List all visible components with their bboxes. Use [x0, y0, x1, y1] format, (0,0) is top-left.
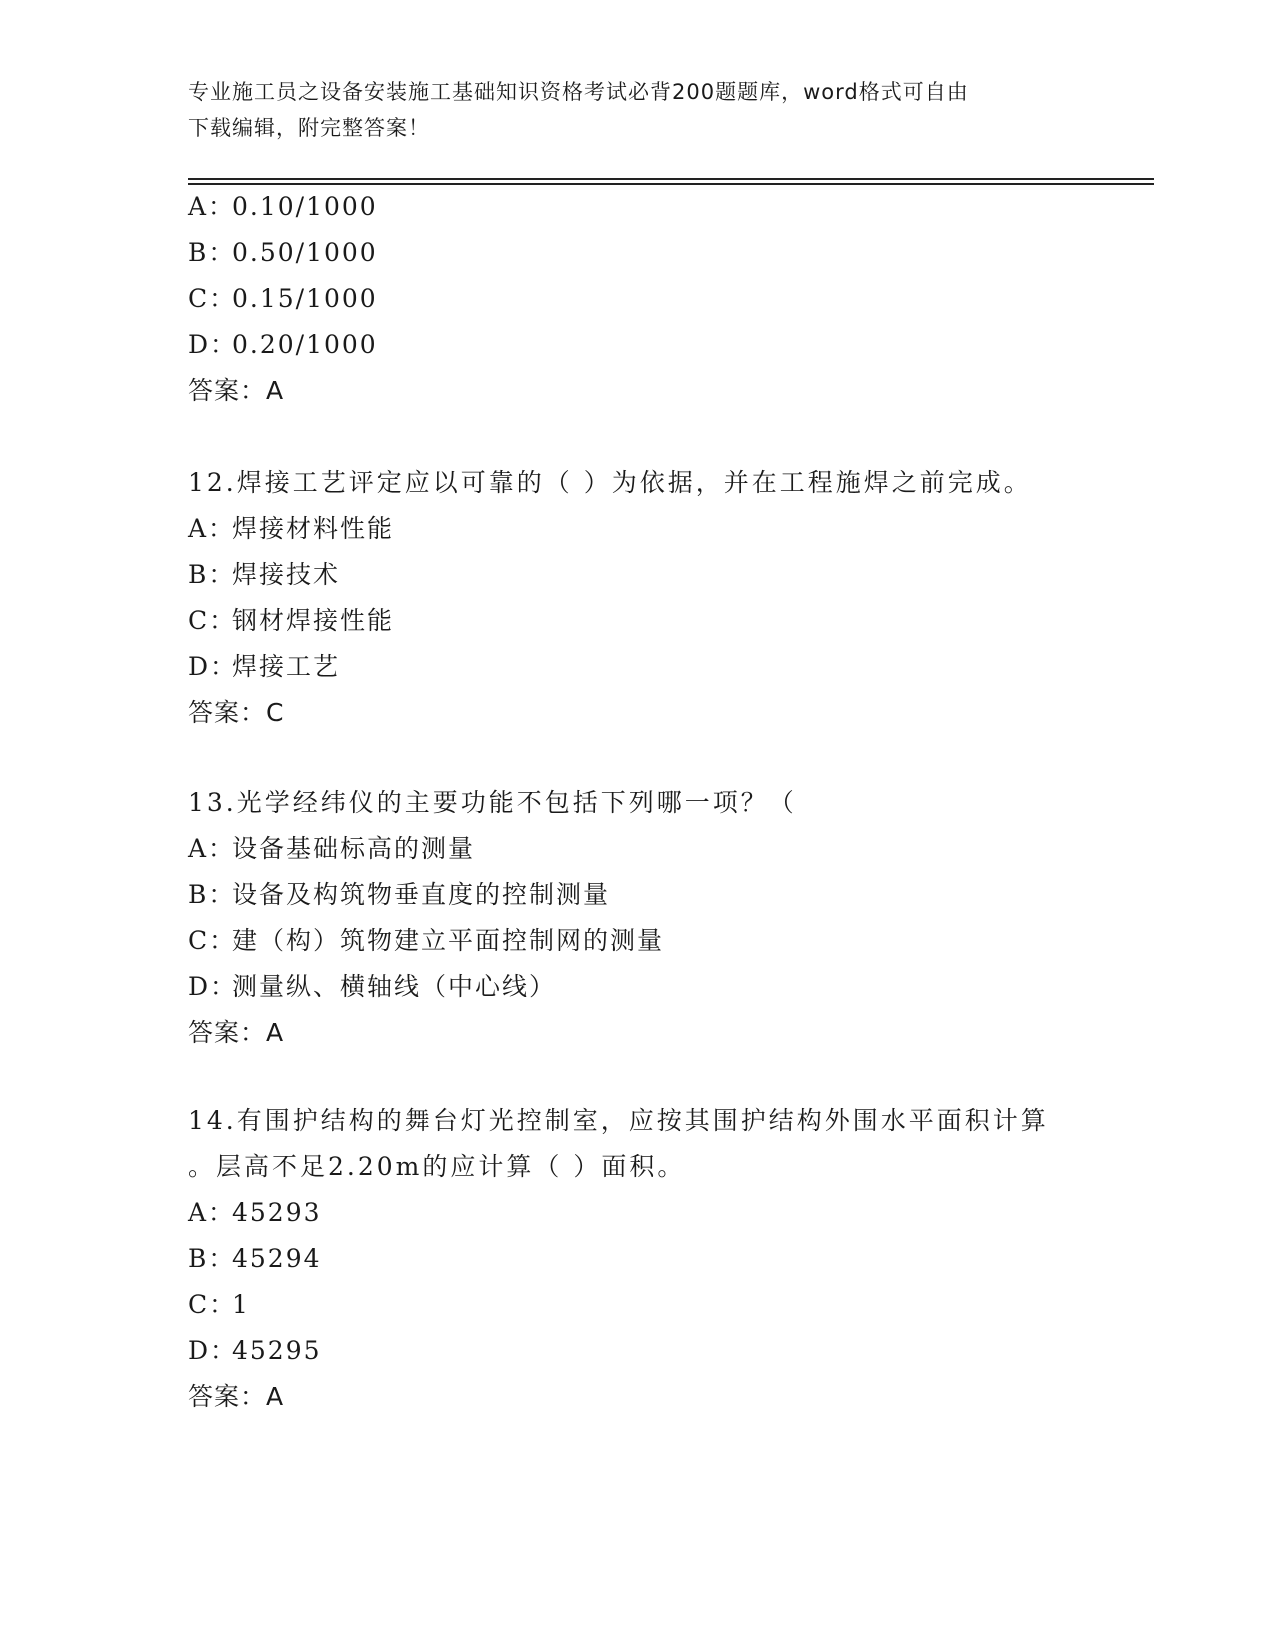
option-a	[188, 184, 1088, 230]
option-text: 钢材焊接性能	[232, 606, 395, 635]
option-b	[188, 552, 1088, 598]
answer-line: 答案：A	[188, 1018, 285, 1047]
option-text: 焊接技术	[232, 560, 341, 589]
option-key: C：	[188, 284, 237, 313]
option-key: B：	[188, 238, 236, 267]
question-14	[188, 1098, 1088, 1420]
document-header	[188, 74, 1068, 146]
option-key: D：	[188, 972, 238, 1001]
option-key: B：	[188, 1244, 236, 1273]
option-text: 45295	[232, 1336, 322, 1365]
option-text: 测量纵、横轴线（中心线）	[232, 972, 557, 1001]
option-text: 1	[232, 1290, 250, 1319]
question-stem-line-2: 。层高不足2.20m的应计算（ ）面积。	[188, 1152, 686, 1181]
option-key: A：	[188, 1198, 236, 1227]
option-key: A：	[188, 834, 236, 863]
option-key: B：	[188, 880, 236, 909]
option-b	[188, 872, 1088, 918]
option-key: A：	[188, 514, 236, 543]
option-key: D：	[188, 652, 238, 681]
option-text: 设备及构筑物垂直度的控制测量	[232, 880, 611, 909]
option-c	[188, 1282, 1088, 1328]
option-key: D：	[188, 330, 238, 359]
option-b	[188, 230, 1088, 276]
option-text: 0.20/1000	[232, 330, 378, 359]
question-13	[188, 780, 1088, 1056]
answer-line: 答案：A	[188, 376, 285, 405]
option-a	[188, 826, 1088, 872]
question-stem: 13.光学经纬仪的主要功能不包括下列哪一项？（	[188, 788, 797, 817]
question-stem-line-1: 14.有围护结构的舞台灯光控制室，应按其围护结构外围水平面积计算	[188, 1106, 1049, 1135]
option-key: A：	[188, 192, 236, 221]
option-key: C：	[188, 926, 237, 955]
question-11	[188, 184, 1088, 414]
option-d	[188, 644, 1088, 690]
option-text: 建（构）筑物建立平面控制网的测量	[232, 926, 665, 955]
option-text: 0.10/1000	[232, 192, 378, 221]
header-divider-top	[188, 178, 1154, 180]
option-text: 45293	[232, 1198, 322, 1227]
option-c	[188, 276, 1088, 322]
option-key: C：	[188, 1290, 237, 1319]
header-line-1: 专业施工员之设备安装施工基础知识资格考试必背200题题库，word格式可自由	[188, 80, 969, 104]
option-a	[188, 1190, 1088, 1236]
option-d	[188, 322, 1088, 368]
option-c	[188, 918, 1088, 964]
answer-line: 答案：A	[188, 1382, 285, 1411]
option-text: 焊接工艺	[232, 652, 341, 681]
option-key: C：	[188, 606, 237, 635]
option-d	[188, 1328, 1088, 1374]
header-line-2: 下载编辑，附完整答案！	[188, 116, 430, 140]
option-text: 0.50/1000	[232, 238, 378, 267]
answer-line: 答案：C	[188, 698, 285, 727]
question-12	[188, 460, 1088, 736]
option-a	[188, 506, 1088, 552]
option-text: 45294	[232, 1244, 322, 1273]
option-text: 0.15/1000	[232, 284, 378, 313]
option-d	[188, 964, 1088, 1010]
option-text: 焊接材料性能	[232, 514, 395, 543]
option-b	[188, 1236, 1088, 1282]
option-text: 设备基础标高的测量	[232, 834, 476, 863]
option-key: B：	[188, 560, 236, 589]
option-key: D：	[188, 1336, 238, 1365]
option-c	[188, 598, 1088, 644]
question-stem: 12.焊接工艺评定应以可靠的（ ）为依据，并在工程施焊之前完成。	[188, 468, 1032, 497]
